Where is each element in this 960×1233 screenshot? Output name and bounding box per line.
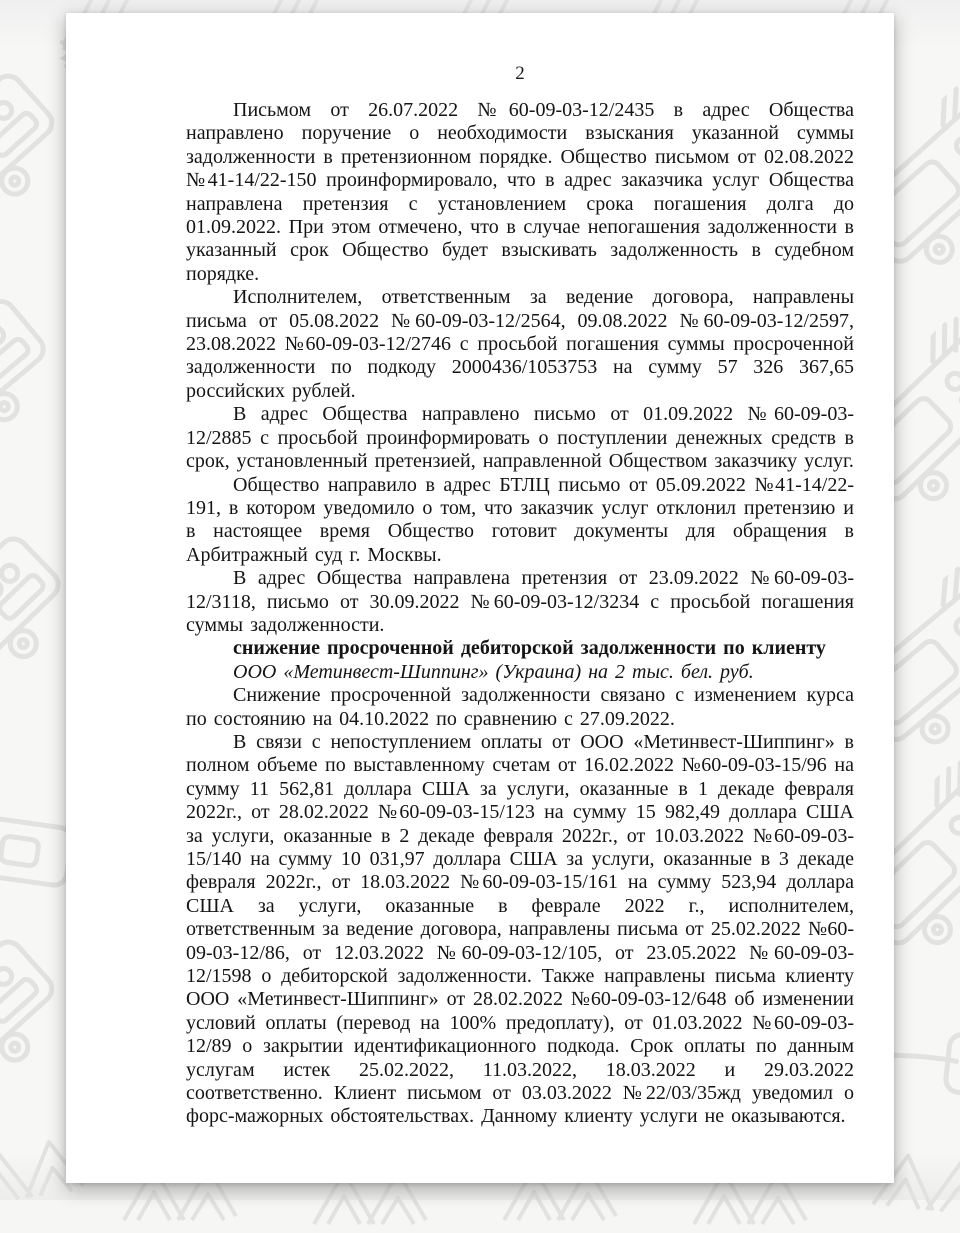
document-sheet xyxy=(66,13,894,1183)
subheading-client-name: ООО «Метинвест-Шиппинг» (Украина) на 2 тыс. бел. руб. xyxy=(233,660,754,683)
document-body xyxy=(186,99,854,1129)
paragraph-btlc-letter: Общество направило в адрес БТЛЦ письмо от 05.09.2022 №41-14/22-191, в котором уведомило о том, что заказчик услуг отклонил претензию и в настоящее время Общество готовит документы для обращения в Арбитражный суд г. Москвы. xyxy=(186,473,854,566)
paragraph-executor-letters: Исполнителем, ответственным за ведение договора, направлены письма от 05.08.2022 №60-09-03-12/2564, 09.08.2022 №60-09-03-12/2597, 23.08.2022 №60-09-03-12/2746 с просьбой погашения суммы просроченной задолженности по подкоду 2000436/1053753 на сумму 57 326 367,65 российских рублей. xyxy=(186,286,854,402)
paragraph-request-info: В адрес Общества направлено письмо от 01.09.2022 №60-09-03-12/2885 с просьбой проинформировать о поступлении денежных средств в срок, установленный претензией, направленной Обществом заказчику услуг. xyxy=(186,403,854,473)
paragraph-metinvest-details: В связи с непоступлением оплаты от ООО «Метинвест-Шиппинг» в полном объеме по выставленному счетам от 16.02.2022 №60-09-03-15/96 на сумму 11 562,81 доллара США за услуги, оказанные в 1 декаде февраля 2022г., от 28.02.2022 №60-09-03-15/123 на сумму 15 982,49 доллара США за услуги, оказанные в 2 декаде февраля 2022г., от 10.03.2022 №60-09-03-15/140 на сумму 10 031,97 доллара США за услуги, оказанные в 3 декаде февраля 2022г., от 18.03.2022 №60-09-03-15/161 на сумму 523,94 доллара США за услуги, оказанные в феврале 2022 г., исполнителем, ответственным за ведение договора, направлены письма от 25.02.2022 №60-09-03-12/86, от 12.03.2022 №60-09-03-12/105, от 23.05.2022 №60-09-03-12/1598 о дебиторской задолженности. Также направлены письма клиенту ООО «Метинвест-Шиппинг» от 28.02.2022 №60-09-03-12/648 об изменении условий оплаты (перевод на 100% предоплату), от 01.03.2022 №60-09-03-12/89 о закрытии идентификационного подкода. Срок оплаты по данным услугам истек 25.02.2022, 11.03.2022, 18.03.2022 и 29.03.2022 соответственно. Клиент письмом от 03.03.2022 №22/03/35жд уведомил о форс-мажорных обстоятельствах. Данному клиенту услуги не оказываются. xyxy=(186,730,854,1128)
paragraph-new-claim: В адрес Общества направлена претензия от 23.09.2022 №60-09-03-12/3118, письмо от 30.09.2022 №60-09-03-12/3234 с просьбой погашения суммы задолженности. xyxy=(186,567,854,636)
paragraph-claim-order: Письмом от 26.07.2022 №60-09-03-12/2435 в адрес Общества направлено поручение о необходимости взыскания указанной суммы задолженности в претензионном порядке. Общество письмом от 02.08.2022 №41-14/22-150 проинформировало, что в адрес заказчика услуг Общества направлена претензия с установлением срока погашения долга до 01.09.2022. При этом отмечено, что в случае непогашения задолженности в указанный срок Общество будет взыскивать задолженность в судебном порядке. xyxy=(186,99,854,285)
heading-debt-reduction: снижение просроченной дебиторской задолженности по клиенту xyxy=(233,637,826,660)
paragraph-rate-change: Снижение просроченной задолженности связано с изменением курса по состоянию на 04.10.2022 по сравнению с 27.09.2022. xyxy=(186,684,854,730)
page-number: 2 xyxy=(515,63,525,84)
